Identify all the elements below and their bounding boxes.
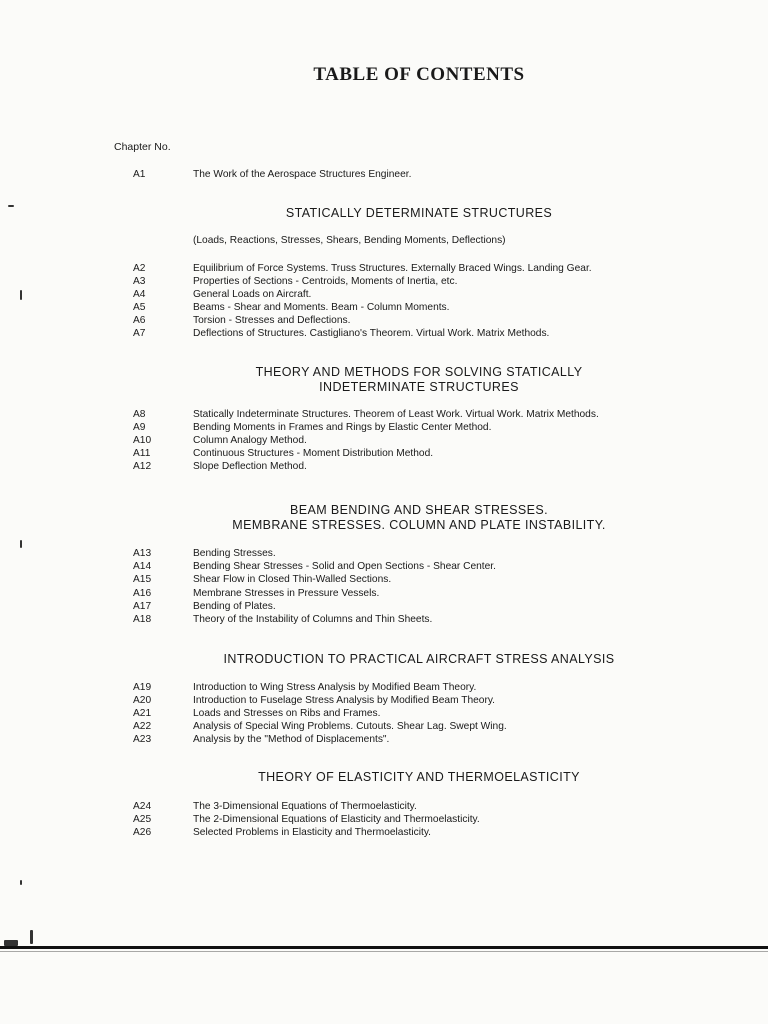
section-heading: THEORY OF ELASTICITY AND THERMOELASTICITY <box>258 770 580 784</box>
chapter-number: A1 <box>133 169 146 180</box>
chapter-title: The 3-Dimensional Equations of Thermoelasticity. <box>193 801 417 812</box>
bottom-rule <box>0 946 768 949</box>
chapter-number: A24 <box>133 801 152 812</box>
chapter-number: A22 <box>133 721 152 732</box>
scan-mark <box>20 540 22 548</box>
chapter-title: Bending Moments in Frames and Rings by Elastic Center Method. <box>193 422 492 433</box>
chapter-number: A10 <box>133 435 152 446</box>
chapter-number-label: Chapter No. <box>114 141 171 153</box>
chapter-title: Analysis of Special Wing Problems. Cutouts. Shear Lag. Swept Wing. <box>193 721 507 732</box>
chapter-title: Bending Shear Stresses - Solid and Open Sections - Shear Center. <box>193 561 496 572</box>
chapter-number: A20 <box>133 695 152 706</box>
section-heading: INTRODUCTION TO PRACTICAL AIRCRAFT STRESS ANALYSIS <box>223 652 615 666</box>
scan-mark <box>4 940 18 946</box>
chapter-number: A5 <box>133 302 146 313</box>
chapter-number: A2 <box>133 263 146 274</box>
section-heading: STATICALLY DETERMINATE STRUCTURES <box>285 206 553 220</box>
chapter-number: A4 <box>133 289 146 300</box>
chapter-title: Introduction to Wing Stress Analysis by Modified Beam Theory. <box>193 682 477 693</box>
chapter-title: Statically Indeterminate Structures. Theorem of Least Work. Virtual Work. Matrix Methods. <box>193 409 599 420</box>
chapter-title: Bending of Plates. <box>193 601 276 612</box>
chapter-title: Shear Flow in Closed Thin-Walled Sections. <box>193 574 392 585</box>
section-heading: INDETERMINATE STRUCTURES <box>319 380 519 394</box>
chapter-number: A16 <box>133 588 152 599</box>
section-heading: BEAM BENDING AND SHEAR STRESSES. <box>290 503 548 517</box>
chapter-title: Bending Stresses. <box>193 548 276 559</box>
chapter-number: A21 <box>133 708 152 719</box>
chapter-title: General Loads on Aircraft. <box>193 289 312 300</box>
section-heading: MEMBRANE STRESSES. COLUMN AND PLATE INSTABILITY. <box>232 518 606 532</box>
chapter-title: Equilibrium of Force Systems. Truss Structures. Externally Braced Wings. Landing Gear. <box>193 263 592 274</box>
chapter-title: Selected Problems in Elasticity and Thermoelasticity. <box>193 827 431 838</box>
chapter-number: A11 <box>133 448 151 459</box>
chapter-number: A19 <box>133 682 152 693</box>
chapter-number: A25 <box>133 814 152 825</box>
chapter-title: Continuous Structures - Moment Distribution Method. <box>193 448 434 459</box>
page-title: TABLE OF CONTENTS <box>313 64 525 85</box>
scan-mark <box>20 290 22 300</box>
chapter-number: A17 <box>133 601 152 612</box>
chapter-title: Membrane Stresses in Pressure Vessels. <box>193 588 380 599</box>
chapter-title: Properties of Sections - Centroids, Moments of Inertia, etc. <box>193 276 458 287</box>
chapter-number: A6 <box>133 315 146 326</box>
chapter-number: A3 <box>133 276 146 287</box>
chapter-number: A26 <box>133 827 152 838</box>
chapter-title: Theory of the Instability of Columns and Thin Sheets. <box>193 614 433 625</box>
chapter-number: A23 <box>133 734 152 745</box>
chapter-number: A8 <box>133 409 146 420</box>
chapter-number: A18 <box>133 614 152 625</box>
section-heading: THEORY AND METHODS FOR SOLVING STATICALLY <box>255 365 583 379</box>
scan-mark <box>30 930 33 944</box>
bottom-rule-shadow <box>0 951 768 952</box>
chapter-title: The 2-Dimensional Equations of Elasticity and Thermoelasticity. <box>193 814 480 825</box>
chapter-title: Deflections of Structures. Castigliano's Theorem. Virtual Work. Matrix Methods. <box>193 328 550 339</box>
chapter-title: Column Analogy Method. <box>193 435 307 446</box>
chapter-title: Loads and Stresses on Ribs and Frames. <box>193 708 381 719</box>
chapter-number: A13 <box>133 548 152 559</box>
chapter-number: A7 <box>133 328 146 339</box>
section-note: (Loads, Reactions, Stresses, Shears, Bending Moments, Deflections) <box>193 235 506 246</box>
chapter-number: A15 <box>133 574 152 585</box>
chapter-title: The Work of the Aerospace Structures Engineer. <box>193 169 412 180</box>
chapter-title: Analysis by the "Method of Displacements". <box>193 734 390 745</box>
scan-mark <box>8 205 14 207</box>
chapter-number: A14 <box>133 561 152 572</box>
chapter-title: Introduction to Fuselage Stress Analysis by Modified Beam Theory. <box>193 695 496 706</box>
chapter-number: A12 <box>133 461 152 472</box>
chapter-title: Torsion - Stresses and Deflections. <box>193 315 351 326</box>
chapter-number: A9 <box>133 422 146 433</box>
chapter-title: Beams - Shear and Moments. Beam - Column Moments. <box>193 302 450 313</box>
chapter-title: Slope Deflection Method. <box>193 461 307 472</box>
scan-mark <box>20 880 22 885</box>
